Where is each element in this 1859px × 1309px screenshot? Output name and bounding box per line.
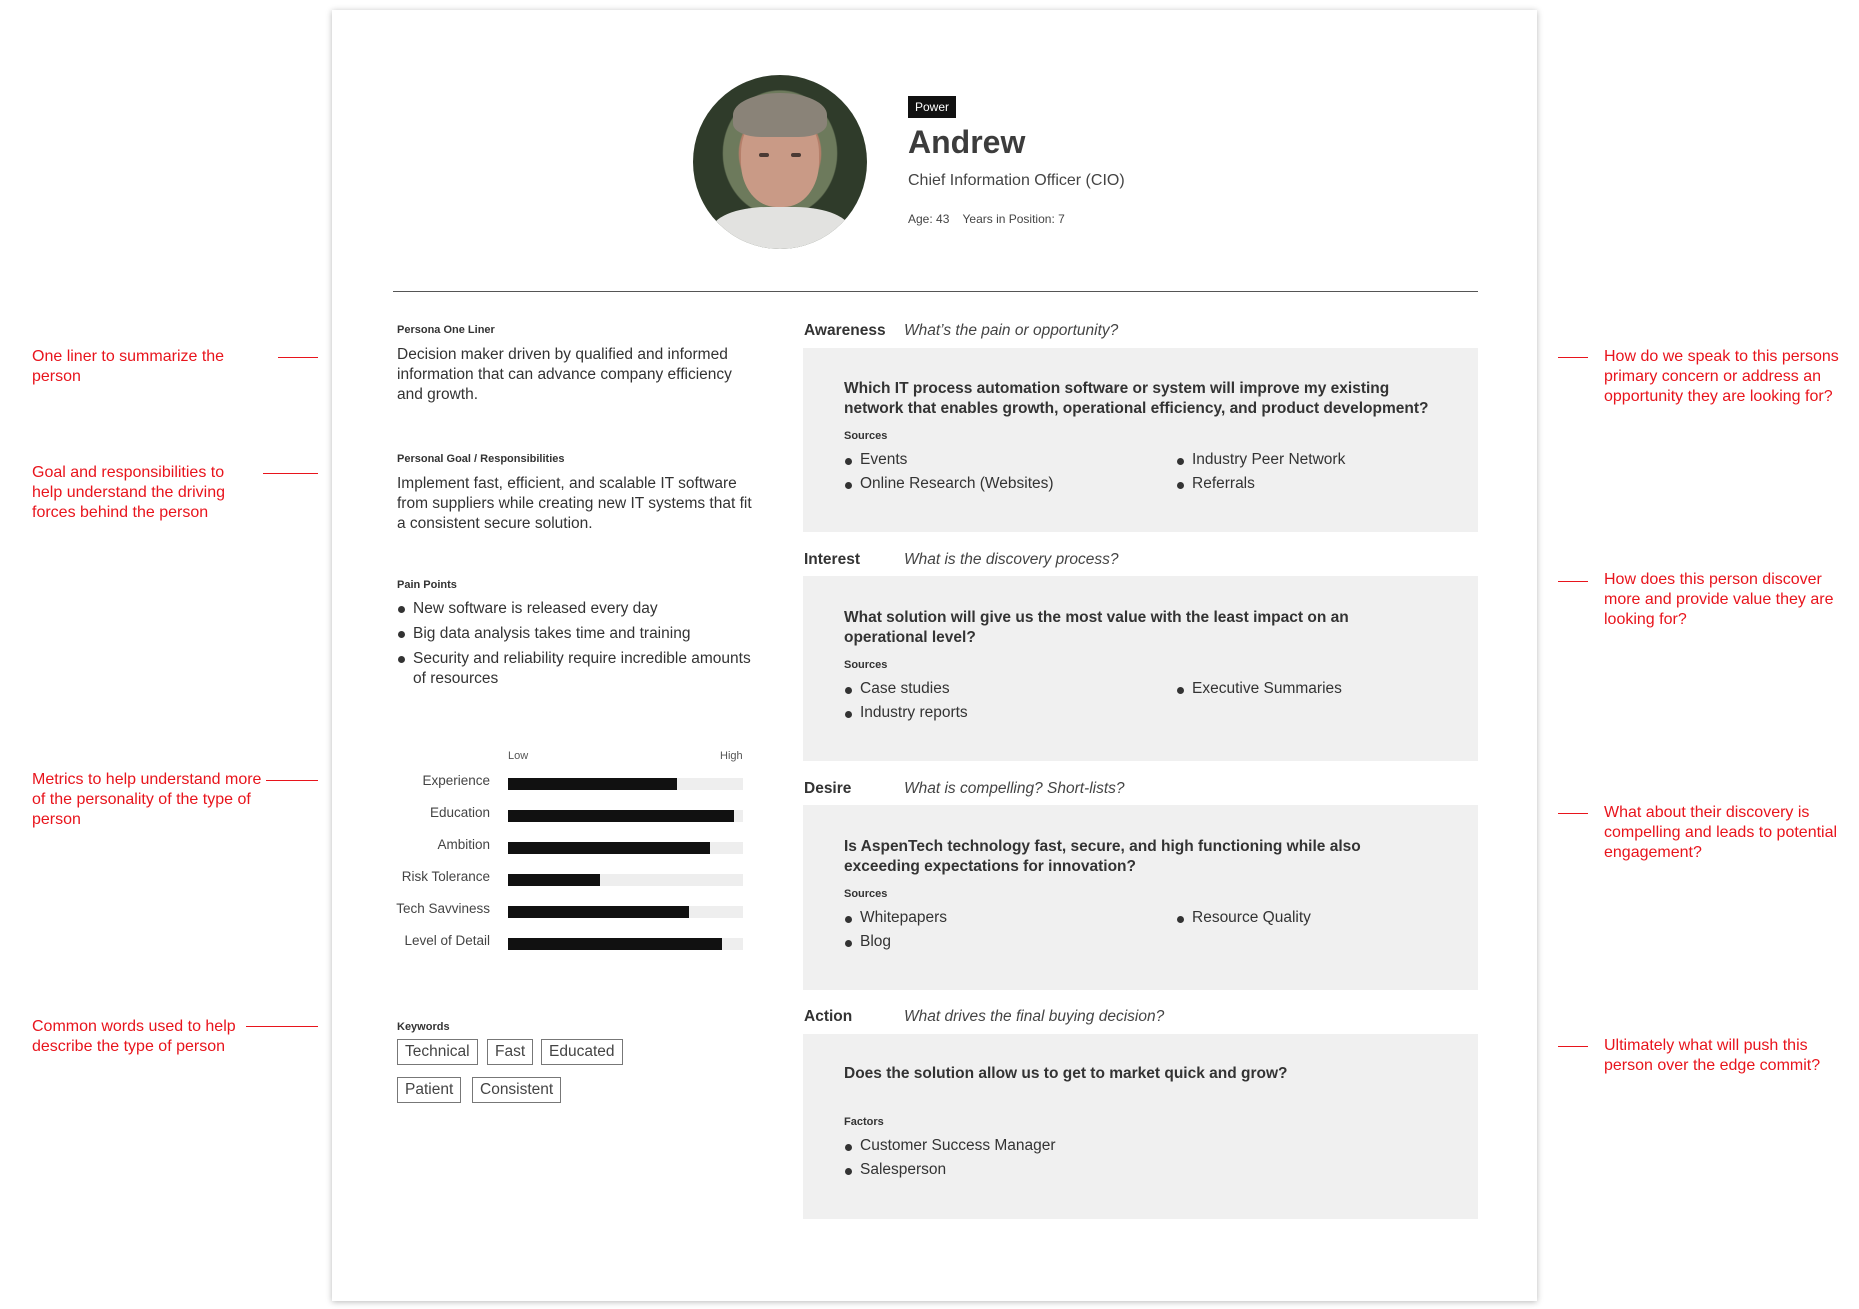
annotation-awareness: How do we speak to this persons primary concern or address an opportunity they are looking for? [1604,348,1839,405]
metric-low-label: Low [508,750,529,762]
stage-awareness-box [803,348,1478,532]
stage-awareness-question: What’s the pain or opportunity? [904,322,1119,339]
annotation-goal: Goal and responsibilities to help understand the driving forces behind the person [32,464,226,521]
stage-interest-box [803,576,1478,761]
persona-years: Years in Position: 7 [962,212,1065,226]
source-item: Online Research (Websites) [844,475,1054,493]
source-item: Resource Quality [1176,909,1311,927]
source-item: Industry reports [844,704,968,722]
goal-text: Implement fast, efficient, and scalable IT software from suppliers while creating new IT systems that fit a consistent secure solution. [397,475,752,532]
source-item: Executive Summaries [1176,680,1342,698]
stage-action-question: What drives the final buying decision? [904,1008,1165,1025]
annotation-line [1558,581,1588,582]
stage-desire-title: Desire [804,780,852,797]
annotation-action: Ultimately what will push this person over the edge commit? [1604,1037,1821,1074]
metric-track [508,874,743,886]
metric-row [380,901,745,921]
stage-action-box [803,1034,1478,1219]
metric-track [508,778,743,790]
annotation-line [1558,1046,1588,1047]
metric-label: Experience [422,773,490,788]
persona-name: Andrew [908,124,1026,160]
stage-headline: Is AspenTech technology fast, secure, and high functioning while also exceeding expectations for innovation? [844,838,1361,875]
stage-desire-question: What is compelling? Short-lists? [904,780,1125,797]
annotation-line [278,357,318,358]
keyword-tag: Consistent [472,1077,561,1103]
keyword-tag: Technical [397,1039,478,1065]
header-divider [393,291,1478,292]
metric-bar [508,842,710,854]
metric-label: Education [429,805,490,820]
stage-headline: Does the solution allow us to get to market quick and grow? [844,1065,1288,1082]
metric-track [508,842,743,854]
persona-age: Age: 43 [908,212,950,226]
metric-track [508,938,743,950]
keywords-label: Keywords [397,1021,450,1033]
persona-photo [693,75,867,249]
stage-headline: Which IT process automation software or system will improve my existing network that enables growth, operational efficiency, and product development? [844,380,1429,417]
stage-action-title: Action [804,1008,853,1025]
stage-interest-question: What is the discovery process? [904,551,1119,568]
list-item: New software is released every day [397,599,752,619]
metric-label: Ambition [437,837,490,852]
one-liner-label: Persona One Liner [397,324,495,336]
sources-label: Sources [844,430,888,442]
metric-high-label: High [720,750,743,762]
annotation-line [266,780,318,781]
one-liner-text: Decision maker driven by qualified and informed information that can advance company efficiency and growth. [397,346,732,403]
annotation-line [1558,813,1588,814]
source-item: Customer Success Manager [844,1137,1056,1155]
annotation-line [263,473,318,474]
pain-points-label: Pain Points [397,579,457,591]
stage-awareness-title: Awareness [804,322,886,339]
sources-label: Sources [844,888,888,900]
persona-type-badge: Power [908,96,956,118]
metric-bar [508,810,734,822]
sources-label: Sources [844,659,888,671]
metric-label: Risk Tolerance [401,869,490,884]
annotation-interest: How does this person discover more and provide value they are looking for? [1604,571,1834,628]
metric-row [380,933,745,953]
source-item: Case studies [844,680,950,698]
source-item: Events [844,451,907,469]
goal-label: Personal Goal / Responsibilities [397,453,565,465]
metric-row [380,869,745,889]
annotation-desire: What about their discovery is compelling and leads to potential engagement? [1604,804,1838,861]
keyword-tag: Educated [541,1039,623,1065]
factors-label: Factors [844,1116,884,1128]
metric-track [508,906,743,918]
source-item: Referrals [1176,475,1255,493]
source-item: Salesperson [844,1161,946,1179]
metric-row [380,837,745,857]
annotation-line [1558,357,1588,358]
source-item: Blog [844,933,891,951]
metric-bar [508,906,689,918]
annotation-one-liner: One liner to summarize the person [32,348,225,385]
metric-row [380,773,745,793]
persona-meta [908,212,1075,226]
persona-role: Chief Information Officer (CIO) [908,172,1125,189]
source-item: Whitepapers [844,909,947,927]
list-item: Security and reliability require incredible amounts of resources [397,649,752,689]
annotation-metrics: Metrics to help understand more of the personality of the type of person [32,771,262,828]
pain-points-list [397,599,752,694]
annotation-line [246,1026,318,1027]
metric-label: Level of Detail [404,933,490,948]
source-item: Industry Peer Network [1176,451,1345,469]
stage-desire-box [803,805,1478,990]
metric-bar [508,778,677,790]
keyword-tag: Fast [487,1039,533,1065]
metric-bar [508,938,722,950]
metric-bar [508,874,600,886]
keyword-tag: Patient [397,1077,461,1103]
annotation-keywords: Common words used to help describe the type of person [32,1018,236,1055]
metric-label: Tech Savviness [396,901,490,916]
stage-interest-title: Interest [804,551,860,568]
list-item: Big data analysis takes time and training [397,624,752,644]
metric-track [508,810,743,822]
metric-row [380,805,745,825]
stage-headline: What solution will give us the most value with the least impact on an operational level? [844,609,1349,646]
